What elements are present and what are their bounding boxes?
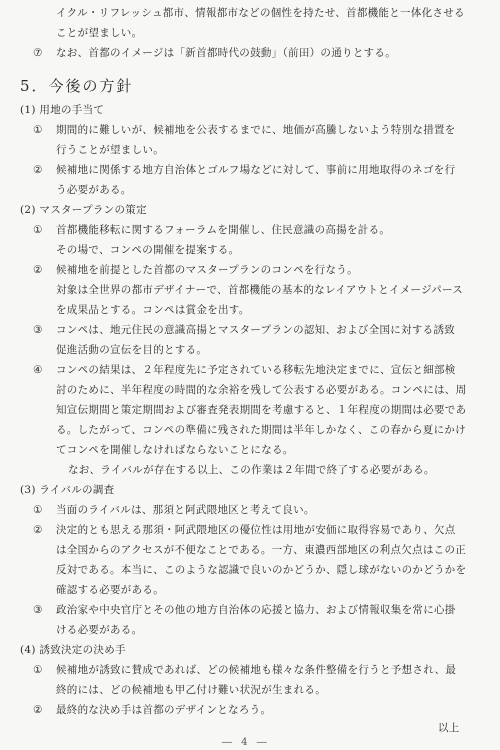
text-line: ける必要がある。 (56, 624, 143, 636)
section-title: 5．今後の方針 (20, 77, 134, 95)
text-line: を成果品とする。コンペは賞金を出す。 (56, 304, 250, 316)
item-number: ③ (33, 604, 43, 616)
text-line: 政治家や中央官庁とその他の地方自治体の応援と協力、および情報収集を常に心掛 (56, 604, 456, 616)
text-line: 反対である。本当に、このような認識で良いのかどうか、隠し球がないのかどうかを (56, 564, 467, 576)
text-line: その場で、コンペの開催を提案する。 (56, 244, 240, 256)
text-line: 候補地が誘致に賛成であれば、どの候補地も様々な条件整備を行うと予想され、最 (56, 664, 457, 676)
item-number: ② (33, 524, 43, 536)
text-line: 期間的に難しいが、候補地を公表するまでに、地価が高騰しないよう特別な措置を (56, 124, 456, 136)
page-number: ― 4 ― (222, 737, 270, 748)
text-line: 当面のライバルは、那須と阿武隈地区と考えて良い。 (56, 504, 315, 516)
text-line: 対象は全世界の都市デザイナーで、首都機能の基本的なレイアウトとイメージパース (56, 284, 464, 296)
text-line: は全国からのアクセスが不便なことである。一方、東濃西部地区の利点欠点はこの正 (56, 544, 467, 556)
text-line: る。したがって、コンペの準備に残された期間は半年しかなく、この春から夏にかけ (56, 424, 466, 436)
subsection-heading: (2) マスタープランの策定 (20, 204, 147, 216)
text-line: なお、ライバルが存在する以上、この作業は２年間で終了する必要がある。 (68, 464, 435, 476)
text-line: 候補地に関係する地方自治体とゴルフ場などに対して、事前に用地取得のネゴを行 (56, 164, 456, 176)
item-number: ② (33, 264, 43, 276)
subsection-heading: (3) ライバルの調査 (20, 484, 115, 496)
closing-mark: 以上 (438, 722, 460, 734)
text-line: 討のために、半年程度の時間的な余裕を残して公表する必要がある。コンペには、周 (56, 384, 467, 396)
text-line: 最終的な決め手は首都のデザインとなろう。 (56, 704, 272, 716)
item-number: ⑦ (33, 47, 43, 59)
text-line: なお、首都のイメージは「新首都時代の鼓動」（前田）の通りとする。 (56, 47, 397, 59)
text-line: コンペの結果は、２年程度先に予定されている移転先地決定までに、宣伝と細部検 (56, 364, 456, 376)
text-line: う必要がある。 (56, 184, 132, 196)
text-line: コンペは、地元住民の意識高揚とマスタープランの認知、および全国に対する誘致 (56, 324, 456, 336)
text-line: ことが望ましい。 (56, 27, 143, 39)
text-line: 知宣伝期間と策定期間および審査発表期間を考慮すると、１年程度の期間は必要であ (56, 404, 467, 416)
subsection-heading: (1) 用地の手当て (20, 104, 105, 116)
text-line: 終的には、どの候補地も甲乙付け難い状況が生まれる。 (56, 684, 326, 696)
item-number: ④ (33, 364, 43, 376)
text-line: 候補地を前提とした首都のマスタープランのコンペを行なう。 (56, 264, 358, 276)
text-line: 行うことが望ましい。 (56, 144, 164, 156)
item-number: ① (33, 124, 43, 136)
item-number: ① (33, 504, 43, 516)
item-number: ② (33, 704, 43, 716)
item-number: ① (33, 664, 43, 676)
text-line: イクル・リフレッシュ都市、情報都市などの個性を持たせ、首都機能と一体化させる (56, 7, 465, 19)
item-number: ③ (33, 324, 43, 336)
text-line: てコンペを開催しなければならないことになる。 (56, 444, 294, 456)
subsection-heading: (4) 誘致決定の決め手 (20, 644, 126, 656)
item-number: ① (33, 224, 43, 236)
text-line: 決定的とも思える那須・阿武隈地区の優位性は用地が安価に取得容易であり、欠点 (56, 524, 456, 536)
text-line: 首都機能移転に関するフォーラムを開催し、住民意識の高揚を計る。 (56, 224, 391, 236)
item-number: ② (33, 164, 43, 176)
text-line: 促進活動の宣伝を目的とする。 (56, 344, 208, 356)
text-line: 確認する必要がある。 (56, 584, 164, 596)
